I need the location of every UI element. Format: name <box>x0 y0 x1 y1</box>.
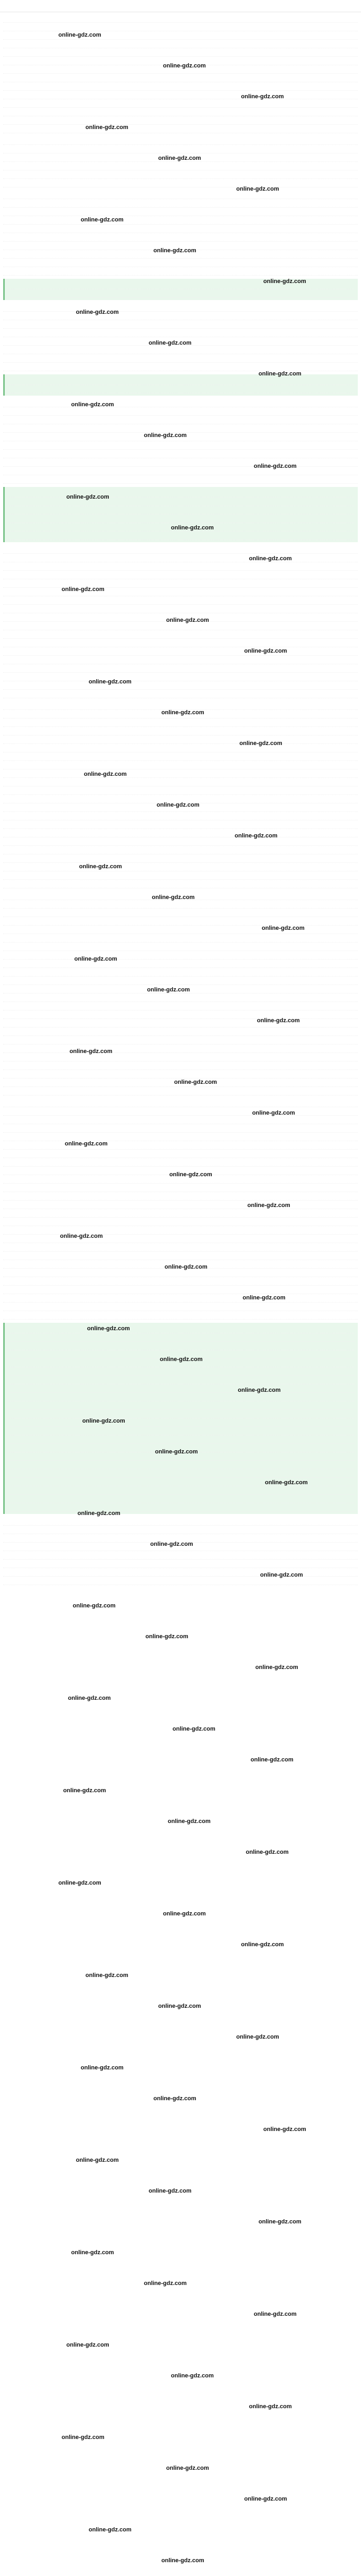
text-line <box>3 65 358 74</box>
text-line <box>3 871 358 880</box>
text-line <box>3 57 358 65</box>
text-paragraph <box>3 191 358 276</box>
text-line <box>3 216 358 225</box>
watermark-text: online-gdz.com <box>263 2126 306 2133</box>
text-line <box>3 1133 358 1141</box>
watermark-text: online-gdz.com <box>171 2373 214 2379</box>
watermark-text: online-gdz.com <box>161 2557 204 2564</box>
text-line <box>3 145 358 153</box>
text-line <box>3 1243 358 1252</box>
text-line <box>3 1560 358 1568</box>
watermark-text: online-gdz.com <box>161 709 204 716</box>
document-body <box>0 12 361 1585</box>
text-line <box>3 242 358 250</box>
text-line <box>3 1526 358 1534</box>
text-line <box>3 778 358 786</box>
text-line <box>3 909 358 917</box>
watermark-text: online-gdz.com <box>87 1325 130 1332</box>
watermark-text: online-gdz.com <box>82 1418 125 1424</box>
text-line <box>8 523 355 532</box>
text-line <box>3 943 358 951</box>
text-line <box>3 562 358 571</box>
text-line <box>3 337 358 346</box>
watermark-text: online-gdz.com <box>174 1079 217 1085</box>
text-line <box>3 1260 358 1269</box>
text-line <box>3 1107 358 1116</box>
watermark-text: online-gdz.com <box>81 217 124 223</box>
text-line <box>3 803 358 812</box>
text-line <box>3 23 358 31</box>
text-line <box>8 1461 355 1469</box>
text-line <box>8 1359 355 1367</box>
watermark-text: online-gdz.com <box>70 1048 113 1055</box>
watermark-text: online-gdz.com <box>165 1264 208 1270</box>
text-line <box>3 424 358 433</box>
text-line <box>8 498 355 506</box>
text-line <box>3 622 358 630</box>
watermark-text: online-gdz.com <box>158 2003 201 2009</box>
text-line <box>8 515 355 523</box>
text-line <box>3 441 358 450</box>
text-line <box>3 74 358 82</box>
text-line <box>8 1469 355 1478</box>
watermark-text: online-gdz.com <box>66 2342 109 2348</box>
text-line <box>8 1452 355 1461</box>
text-line <box>3 727 358 735</box>
text-line <box>3 162 358 170</box>
text-paragraph <box>3 399 358 484</box>
text-line <box>3 1277 358 1286</box>
highlighted-quote-block <box>3 279 358 300</box>
text-line <box>3 82 358 91</box>
watermark-text: online-gdz.com <box>145 1633 188 1640</box>
text-line <box>3 994 358 1002</box>
highlighted-quote-block <box>3 487 358 542</box>
watermark-text: online-gdz.com <box>65 1141 108 1147</box>
text-line <box>3 1167 358 1175</box>
text-line <box>3 769 358 778</box>
text-line <box>3 329 358 337</box>
watermark-text: online-gdz.com <box>262 925 305 931</box>
text-line <box>3 1028 358 1036</box>
text-line <box>3 744 358 752</box>
watermark-text: online-gdz.com <box>63 1787 106 1794</box>
watermark-text: online-gdz.com <box>160 1356 203 1363</box>
watermark-text: online-gdz.com <box>168 1818 211 1825</box>
text-line <box>8 1486 355 1495</box>
text-line <box>3 588 358 596</box>
text-line <box>3 701 358 710</box>
watermark-text: online-gdz.com <box>244 2496 287 2502</box>
text-line <box>3 554 358 562</box>
text-line <box>3 1209 358 1218</box>
text-line <box>3 250 358 259</box>
text-line <box>3 1079 358 1087</box>
text-line <box>8 506 355 515</box>
text-paragraph <box>3 545 358 698</box>
watermark-text: online-gdz.com <box>149 340 192 346</box>
watermark-text: online-gdz.com <box>155 1449 198 1455</box>
text-line <box>8 1384 355 1393</box>
text-line <box>3 926 358 934</box>
text-line <box>3 846 358 854</box>
text-paragraph <box>3 14 358 133</box>
text-line <box>3 1226 358 1235</box>
text-line <box>3 312 358 320</box>
watermark-text: online-gdz.com <box>66 494 109 500</box>
text-paragraph <box>3 892 358 1096</box>
text-line <box>3 458 358 467</box>
watermark-text: online-gdz.com <box>58 32 101 38</box>
text-line <box>8 281 355 289</box>
text-line <box>3 1053 358 1062</box>
text-line <box>3 1311 358 1320</box>
text-line <box>3 596 358 605</box>
text-paragraph <box>3 701 358 888</box>
text-line <box>3 467 358 475</box>
text-line <box>3 320 358 329</box>
watermark-text: online-gdz.com <box>254 2311 297 2317</box>
text-line <box>3 880 358 888</box>
text-line <box>3 1036 358 1045</box>
watermark-text: online-gdz.com <box>81 2065 124 2071</box>
text-line <box>3 1099 358 1107</box>
text-line <box>3 450 358 458</box>
watermark-text: online-gdz.com <box>157 802 200 808</box>
watermark-text: online-gdz.com <box>235 833 278 839</box>
text-line <box>3 656 358 664</box>
watermark-text: online-gdz.com <box>251 1757 294 1763</box>
text-line <box>3 354 358 363</box>
text-line <box>3 116 358 125</box>
text-line <box>3 605 358 613</box>
text-line <box>3 303 358 312</box>
text-line <box>3 1577 358 1585</box>
text-line <box>3 1551 358 1560</box>
text-line <box>3 1062 358 1070</box>
watermark-text: online-gdz.com <box>153 2095 196 2102</box>
watermark-text: online-gdz.com <box>259 371 302 377</box>
highlighted-quote-block <box>3 374 358 396</box>
text-line <box>3 1517 358 1526</box>
watermark-text: online-gdz.com <box>263 278 306 285</box>
text-line <box>3 673 358 681</box>
watermark-text: online-gdz.com <box>149 2188 192 2194</box>
text-line <box>8 1393 355 1401</box>
text-line <box>3 1218 358 1226</box>
text-line <box>3 125 358 133</box>
watermark-text: online-gdz.com <box>62 2434 105 2441</box>
text-line <box>8 532 355 540</box>
text-line <box>8 1401 355 1410</box>
text-line <box>3 837 358 846</box>
text-line <box>3 1294 358 1303</box>
text-line <box>3 1150 358 1158</box>
text-line <box>8 1503 355 1512</box>
text-line <box>3 363 358 371</box>
text-line <box>3 1192 358 1201</box>
watermark-text: online-gdz.com <box>241 1941 284 1948</box>
watermark-text: online-gdz.com <box>241 93 284 100</box>
text-line <box>3 1252 358 1260</box>
text-line <box>3 1002 358 1011</box>
watermark-text: online-gdz.com <box>78 1510 121 1517</box>
watermark-text: online-gdz.com <box>89 679 132 685</box>
text-line <box>3 812 358 820</box>
watermark-text: online-gdz.com <box>73 1603 116 1609</box>
text-line <box>3 1087 358 1096</box>
text-line <box>8 1367 355 1376</box>
bullet-list <box>3 136 358 187</box>
text-line <box>3 225 358 233</box>
text-line <box>3 1269 358 1277</box>
text-line <box>3 433 358 441</box>
text-line <box>3 48 358 57</box>
watermark-text: online-gdz.com <box>239 740 282 747</box>
watermark-text: online-gdz.com <box>255 1664 298 1671</box>
text-line <box>3 267 358 276</box>
watermark-text: online-gdz.com <box>89 2527 132 2533</box>
text-paragraph <box>3 1099 358 1320</box>
text-line <box>3 153 358 162</box>
text-line <box>3 863 358 871</box>
text-line <box>3 795 358 803</box>
text-line <box>3 917 358 926</box>
text-line <box>3 752 358 761</box>
text-line <box>3 1158 358 1167</box>
text-line <box>8 289 355 298</box>
watermark-text: online-gdz.com <box>150 1541 193 1547</box>
watermark-text: online-gdz.com <box>246 1849 289 1855</box>
watermark-text: online-gdz.com <box>166 2465 209 2471</box>
text-line <box>8 1333 355 1342</box>
watermark-text: online-gdz.com <box>249 2403 292 2410</box>
watermark-text: online-gdz.com <box>249 555 292 562</box>
text-line <box>3 1124 358 1133</box>
text-line <box>3 786 358 795</box>
text-line <box>3 647 358 656</box>
text-line <box>3 639 358 647</box>
watermark-text: online-gdz.com <box>259 2219 302 2225</box>
text-line <box>3 545 358 554</box>
text-line <box>3 1568 358 1577</box>
watermark-text: online-gdz.com <box>85 1972 128 1979</box>
text-line <box>3 1175 358 1184</box>
watermark-text: online-gdz.com <box>79 863 122 870</box>
text-line <box>3 630 358 639</box>
watermark-text: online-gdz.com <box>238 1387 281 1393</box>
text-line <box>3 934 358 943</box>
watermark-text: online-gdz.com <box>153 247 196 254</box>
watermark-text: online-gdz.com <box>171 525 214 531</box>
watermark-text: online-gdz.com <box>84 771 127 777</box>
site-header <box>0 0 361 12</box>
text-line <box>3 170 358 179</box>
text-line <box>3 346 358 354</box>
text-line <box>8 489 355 498</box>
text-line <box>3 1201 358 1209</box>
text-line <box>8 1325 355 1333</box>
text-line <box>3 199 358 208</box>
watermark-text: online-gdz.com <box>243 1295 286 1301</box>
watermark-text: online-gdz.com <box>58 1880 101 1886</box>
text-line <box>3 108 358 116</box>
text-line <box>3 1303 358 1311</box>
text-line <box>3 1019 358 1028</box>
text-line <box>8 1418 355 1427</box>
watermark-text: online-gdz.com <box>68 1695 111 1701</box>
watermark-text: online-gdz.com <box>60 1233 103 1239</box>
watermark-text: online-gdz.com <box>147 987 190 993</box>
text-line <box>3 233 358 242</box>
text-line <box>3 718 358 727</box>
text-line <box>3 571 358 579</box>
watermark-text: online-gdz.com <box>74 956 117 962</box>
text-line <box>3 690 358 698</box>
text-paragraph <box>3 303 358 371</box>
text-line <box>3 40 358 48</box>
text-line <box>3 854 358 863</box>
text-line <box>3 1534 358 1543</box>
text-line <box>8 1376 355 1384</box>
watermark-text: online-gdz.com <box>236 186 279 192</box>
watermark-text: online-gdz.com <box>163 63 206 69</box>
text-line <box>3 579 358 588</box>
text-line <box>3 399 358 407</box>
text-line <box>8 1435 355 1444</box>
text-line <box>8 1342 355 1350</box>
text-line <box>3 900 358 909</box>
text-line <box>3 985 358 994</box>
text-line <box>3 1045 358 1053</box>
text-line <box>3 179 358 187</box>
text-line <box>3 681 358 690</box>
text-line <box>8 376 355 385</box>
text-line <box>3 1543 358 1551</box>
text-line <box>3 735 358 744</box>
watermark-text: online-gdz.com <box>265 1479 308 1486</box>
watermark-text: online-gdz.com <box>236 2034 279 2040</box>
text-line <box>3 416 358 424</box>
text-line <box>3 1235 358 1243</box>
text-line <box>3 1070 358 1079</box>
watermark-text: online-gdz.com <box>257 1017 300 1024</box>
text-line <box>3 99 358 108</box>
watermark-text: online-gdz.com <box>169 1171 212 1178</box>
watermark-text: online-gdz.com <box>244 648 287 654</box>
text-line <box>3 761 358 769</box>
text-line <box>3 475 358 484</box>
text-line <box>3 259 358 267</box>
text-line <box>3 1116 358 1124</box>
text-line <box>3 951 358 960</box>
text-line <box>8 1478 355 1486</box>
watermark-text: online-gdz.com <box>76 309 119 315</box>
watermark-text: online-gdz.com <box>252 1110 295 1116</box>
text-line <box>3 820 358 829</box>
watermark-text: online-gdz.com <box>85 124 128 131</box>
watermark-text: online-gdz.com <box>166 617 209 623</box>
text-line <box>8 1427 355 1435</box>
text-line <box>3 613 358 622</box>
text-line <box>8 385 355 393</box>
watermark-text: online-gdz.com <box>173 1726 216 1732</box>
text-line <box>3 1184 358 1192</box>
text-paragraph <box>3 1517 358 1585</box>
watermark-text: online-gdz.com <box>260 1572 303 1578</box>
highlighted-quote-block <box>3 1323 358 1514</box>
text-line <box>8 1410 355 1418</box>
text-line <box>3 136 358 145</box>
text-line <box>8 1350 355 1359</box>
text-line <box>3 91 358 99</box>
text-line <box>3 14 358 23</box>
watermark-text: online-gdz.com <box>158 155 201 161</box>
text-line <box>3 960 358 968</box>
text-line <box>8 1444 355 1452</box>
text-line <box>3 710 358 718</box>
text-line <box>3 208 358 216</box>
text-line <box>3 1286 358 1294</box>
text-line <box>3 1011 358 1019</box>
text-line <box>3 31 358 40</box>
watermark-text: online-gdz.com <box>71 401 114 408</box>
text-line <box>3 977 358 985</box>
watermark-text: online-gdz.com <box>247 1202 290 1209</box>
text-line <box>3 829 358 837</box>
watermark-text: online-gdz.com <box>144 2280 187 2287</box>
text-line <box>3 1141 358 1150</box>
watermark-text: online-gdz.com <box>254 463 297 469</box>
watermark-text: online-gdz.com <box>62 586 105 593</box>
watermark-text: online-gdz.com <box>144 432 187 439</box>
text-line <box>8 1495 355 1503</box>
text-line <box>3 407 358 416</box>
watermark-text: online-gdz.com <box>76 2157 119 2163</box>
watermark-text: online-gdz.com <box>163 1911 206 1917</box>
text-line <box>3 892 358 900</box>
watermark-text: online-gdz.com <box>71 2249 114 2256</box>
watermark-text: online-gdz.com <box>152 894 195 901</box>
text-line <box>3 191 358 199</box>
text-line <box>3 968 358 977</box>
text-line <box>3 664 358 673</box>
